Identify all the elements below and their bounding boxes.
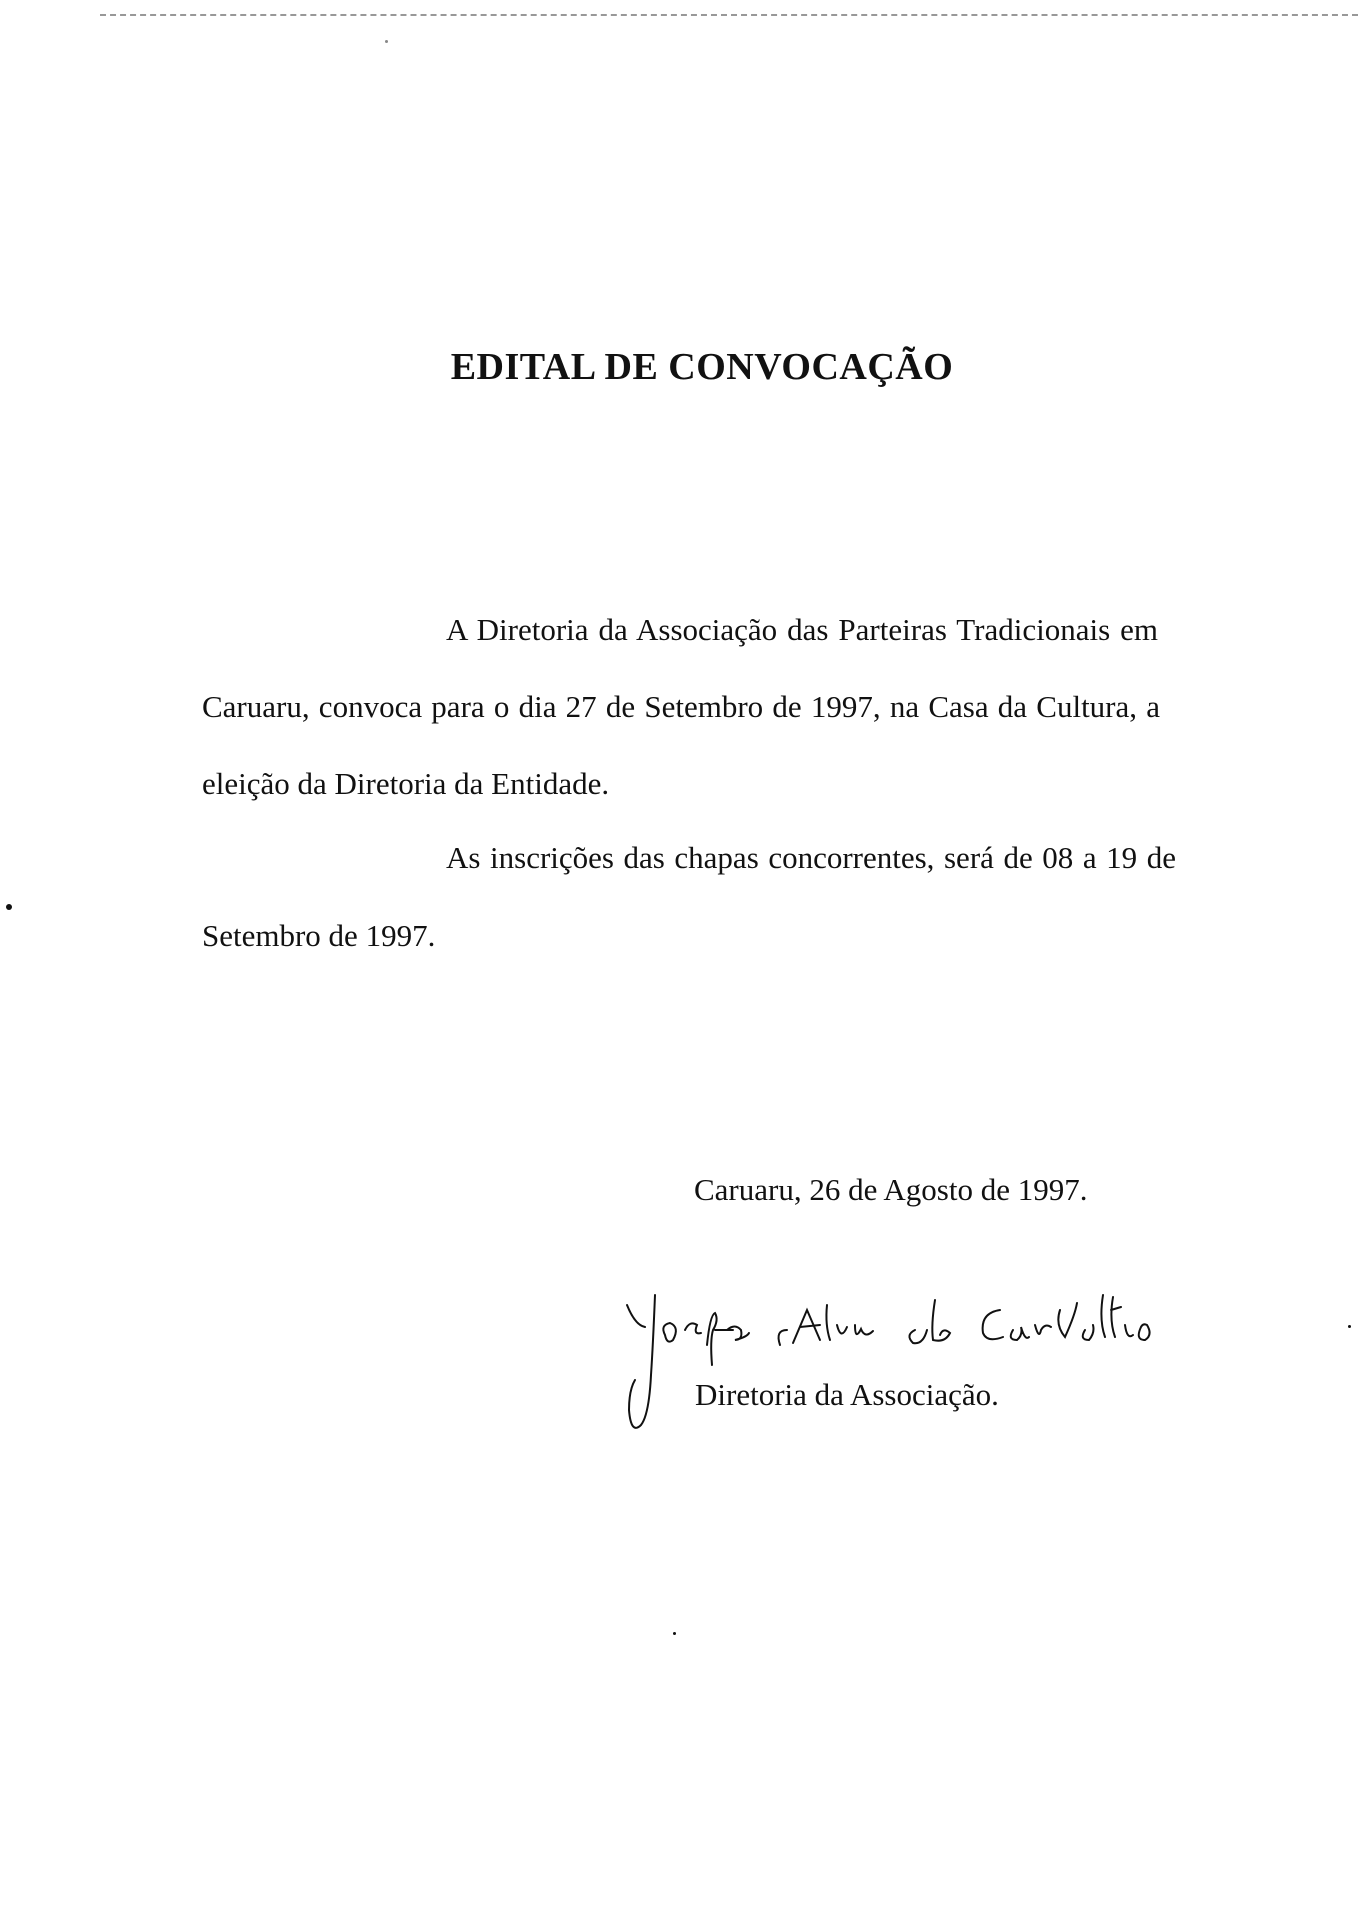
paragraph-1-line-2: Caruaru, convoca para o dia 27 de Setembro de 1997, na Casa da Cultura, a [202, 689, 1160, 724]
scan-speck [673, 1632, 676, 1635]
scan-speck [6, 904, 12, 910]
signatory-title: Diretoria da Associação. [695, 1377, 999, 1412]
scan-speck [1348, 1325, 1351, 1328]
place-and-date: Caruaru, 26 de Agosto de 1997. [694, 1172, 1088, 1207]
paragraph-1-line-1: A Diretoria da Associação das Parteiras Tradicionais em [446, 612, 1158, 647]
paragraph-2-line-1: As inscrições das chapas concorrentes, será de 08 a 19 de [446, 840, 1176, 875]
document-title: EDITAL DE CONVOCAÇÃO [450, 346, 954, 388]
paragraph-2-line-2: Setembro de 1997. [202, 918, 436, 953]
scan-border-line [100, 14, 1358, 16]
paragraph-1-line-3: eleição da Diretoria da Entidade. [202, 766, 610, 801]
scan-speck [385, 40, 388, 43]
